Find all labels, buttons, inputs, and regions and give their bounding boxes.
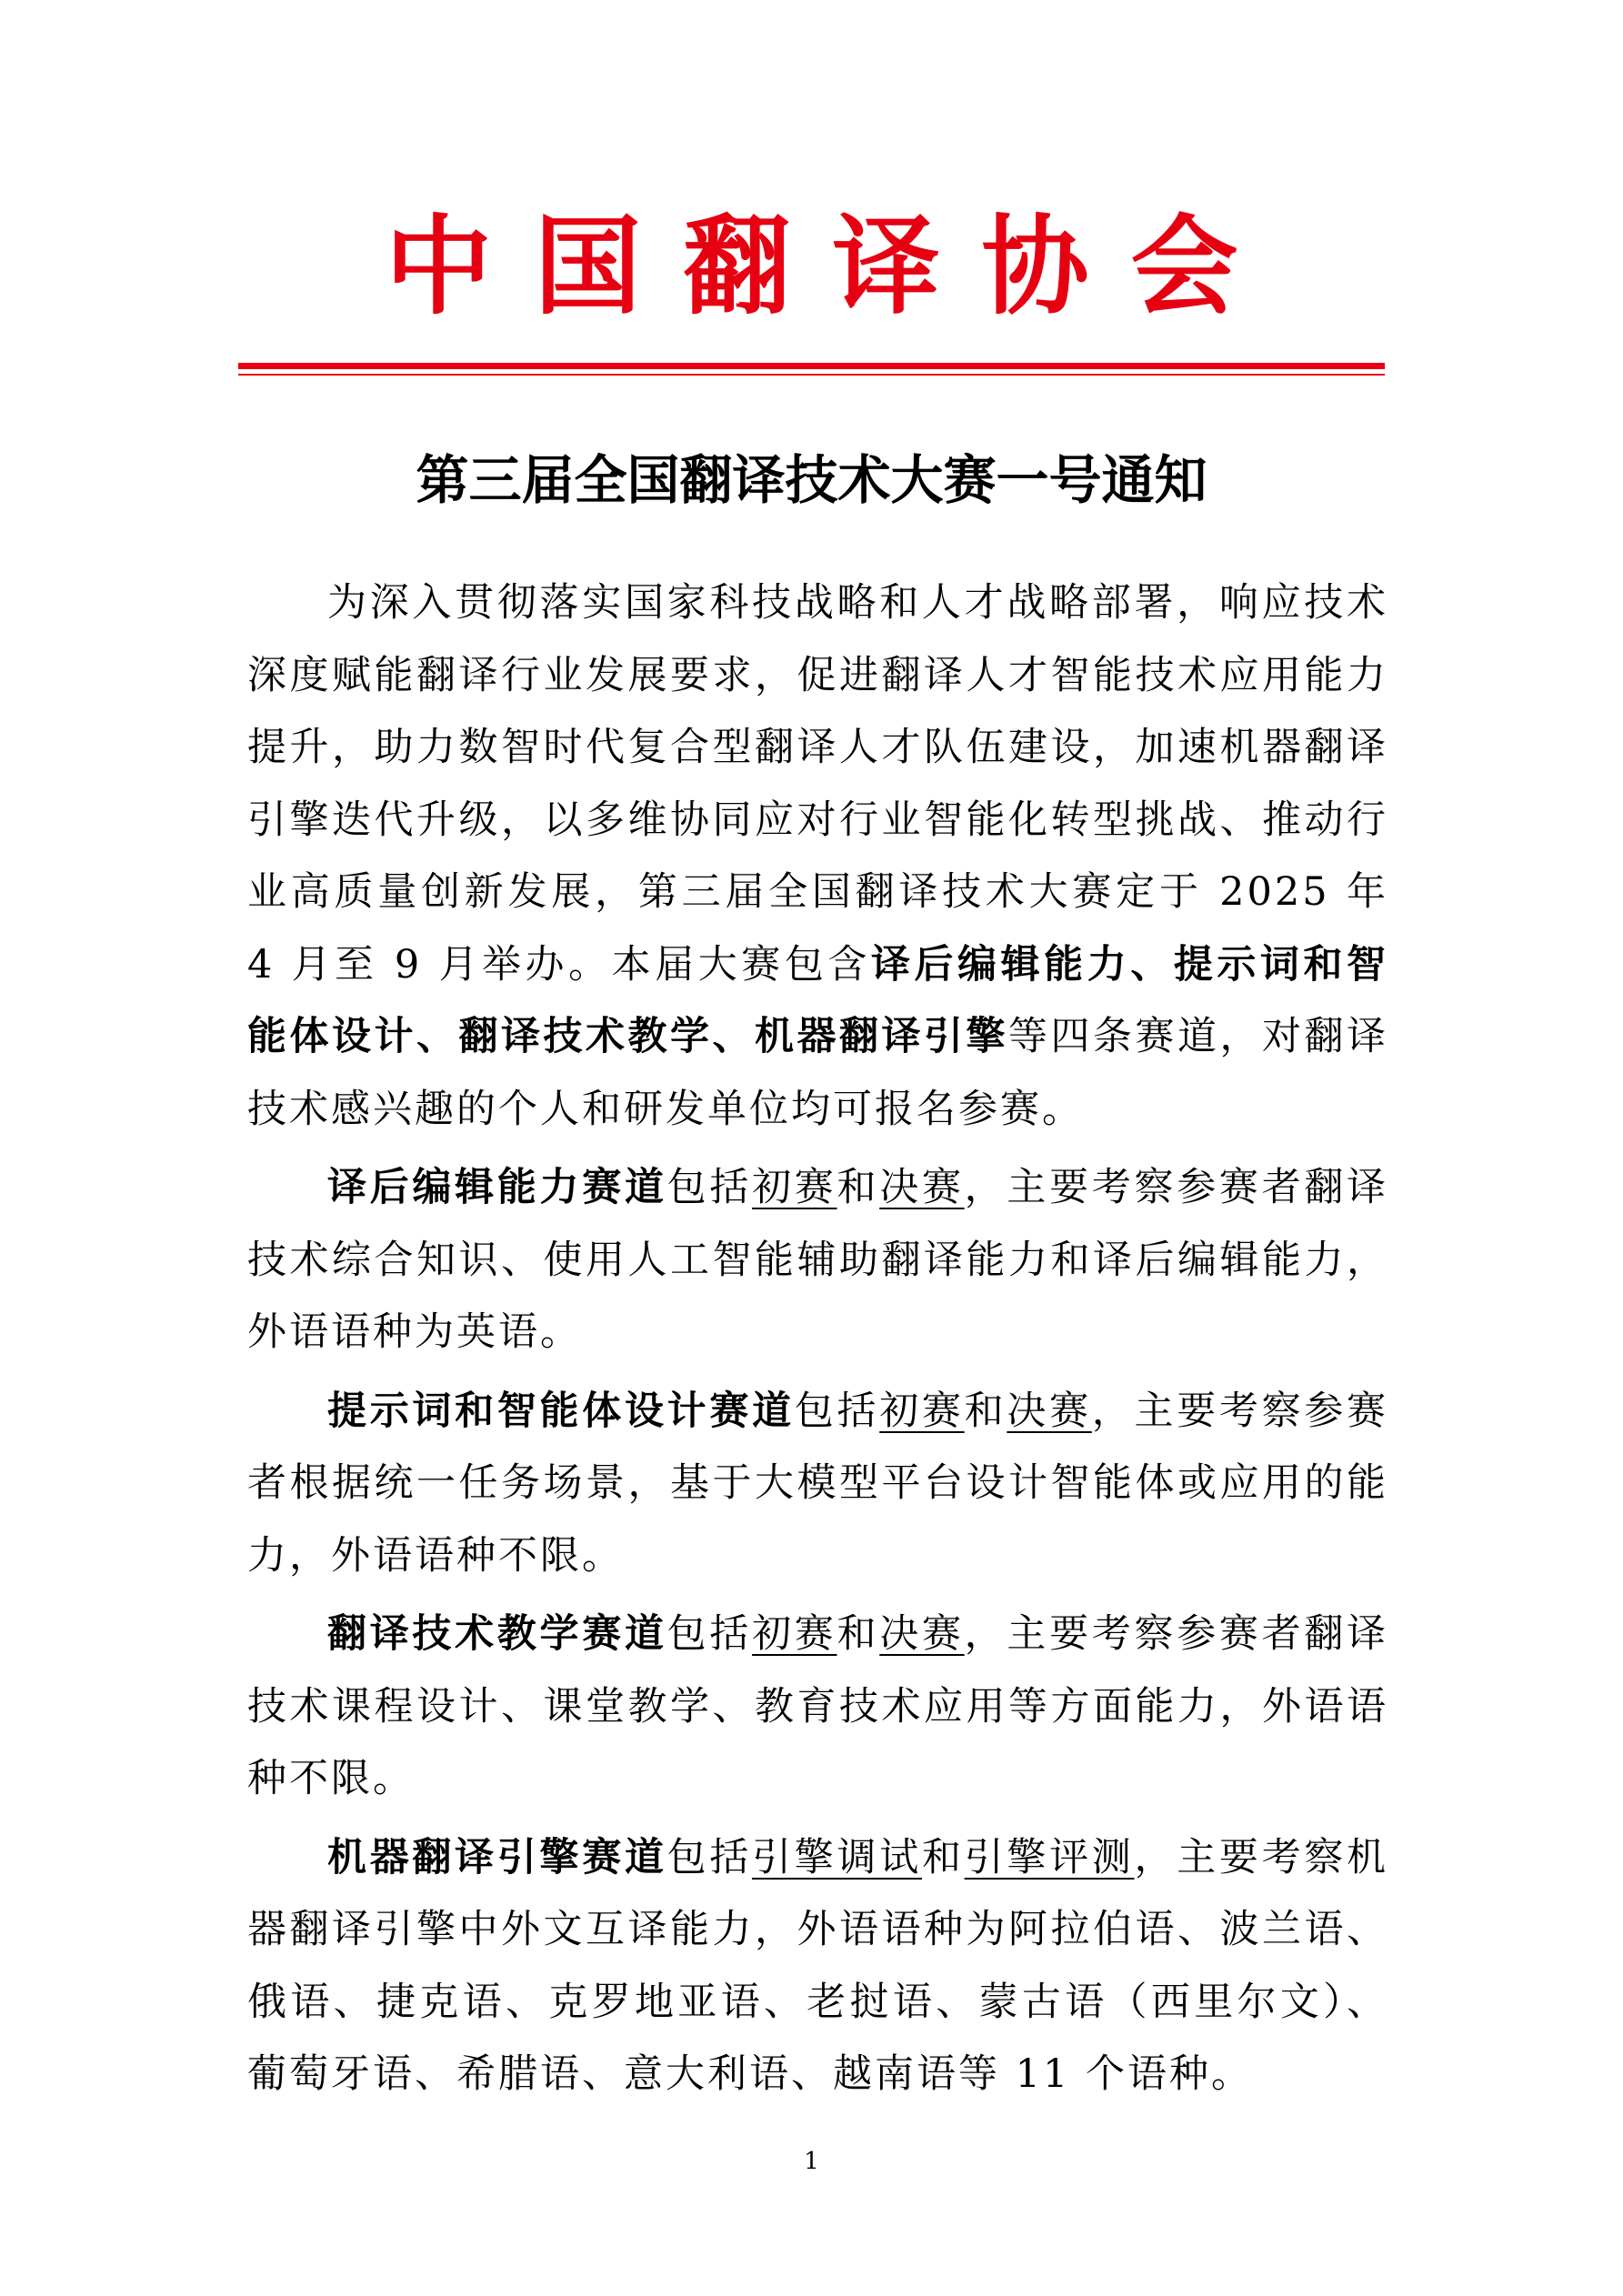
intro-track-1: 译后编辑能力 — [870, 941, 1131, 988]
conjunction: 和 — [837, 1165, 880, 1210]
track-description: ，主要考察参赛者翻译技术综合知识、使用人工智能辅助翻译能力和译后编辑能力，外语语种为英语。 — [247, 1165, 1389, 1355]
intro-track-3: 翻译技术教学 — [458, 1014, 713, 1059]
track-includes: 包括 — [666, 1834, 753, 1880]
conjunction: 和 — [964, 1388, 1007, 1434]
paragraph-prompt-agent-track — [247, 1376, 1388, 1593]
intro-sep-3: 、 — [712, 1014, 755, 1059]
paragraph-intro — [247, 567, 1388, 1146]
paragraph-mt-engine-track — [247, 1822, 1388, 2111]
track-includes: 包括 — [666, 1165, 753, 1210]
conjunction: 和 — [837, 1611, 880, 1657]
document-body — [247, 567, 1388, 2118]
paragraph-post-editing-track — [247, 1152, 1388, 1369]
track-name-post-editing: 译后编辑能力赛道 — [327, 1165, 667, 1210]
stage-final: 决赛 — [1007, 1388, 1092, 1434]
organization-letterhead: 中国翻译协会 — [385, 204, 1280, 329]
intro-text-1: 为深入贯彻落实国家科技战略和人才战略部署，响应技术深度赋能翻译行业发展要求，促进翻译人才智能技术应用能力提升，助力数智时代复合型翻译人才队伍建设，加速机器翻译引擎迭代升级，以多维协同应对行业智能化转型挑战、推动行业高质量创新发展，第三届全国翻译技术大赛定于 2025 年 4 月至 9 月举办。本届大赛包含 — [247, 580, 1388, 988]
track-includes: 包括 — [666, 1611, 753, 1657]
paragraph-teaching-track — [247, 1599, 1388, 1816]
stage-final: 决赛 — [879, 1165, 965, 1210]
stage-preliminary: 初赛 — [752, 1611, 837, 1657]
intro-track-4: 机器翻译引擎 — [755, 1014, 1008, 1059]
stage-engine-tuning: 引擎调试 — [752, 1834, 922, 1880]
track-description: ，主要考察机器翻译引擎中外文互译能力，外语语种为阿拉伯语、波兰语、俄语、捷克语、克罗地亚语、老挝语、蒙古语（西里尔文）、葡萄牙语、希腊语、意大利语、越南语等 11 个语种。 — [247, 1834, 1389, 2097]
intro-sep-1: 、 — [1130, 941, 1174, 988]
track-name-teaching: 翻译技术教学赛道 — [327, 1611, 667, 1657]
stage-preliminary: 初赛 — [879, 1388, 965, 1434]
intro-sep-2: 、 — [416, 1014, 459, 1059]
intro-text-2: 等四条赛道，对翻译技术感兴趣的个人和研发单位均可报名参赛。 — [247, 1014, 1388, 1132]
document-title: 第三届全国翻译技术大赛一号通知 — [416, 449, 1207, 511]
letterhead-divider-thick — [238, 363, 1385, 369]
stage-final: 决赛 — [879, 1611, 965, 1657]
track-name-mt-engine: 机器翻译引擎赛道 — [327, 1834, 667, 1880]
stage-engine-evaluation: 引擎评测 — [964, 1834, 1135, 1880]
stage-preliminary: 初赛 — [752, 1165, 837, 1210]
page-number: 1 — [804, 2148, 819, 2175]
conjunction: 和 — [921, 1834, 965, 1880]
track-description: ，主要考察参赛者翻译技术课程设计、课堂教学、教育技术应用等方面能力，外语语种不限。 — [247, 1611, 1389, 1801]
intro-track-2: 提示词和智能体设计 — [247, 941, 1389, 1059]
track-description: ，主要考察参赛者根据统一任务场景，基于大模型平台设计智能体或应用的能力，外语语种不限。 — [247, 1388, 1389, 1579]
letterhead-divider-thin — [238, 374, 1385, 376]
track-name-prompt-agent: 提示词和智能体设计赛道 — [327, 1388, 795, 1434]
track-includes: 包括 — [794, 1388, 880, 1434]
